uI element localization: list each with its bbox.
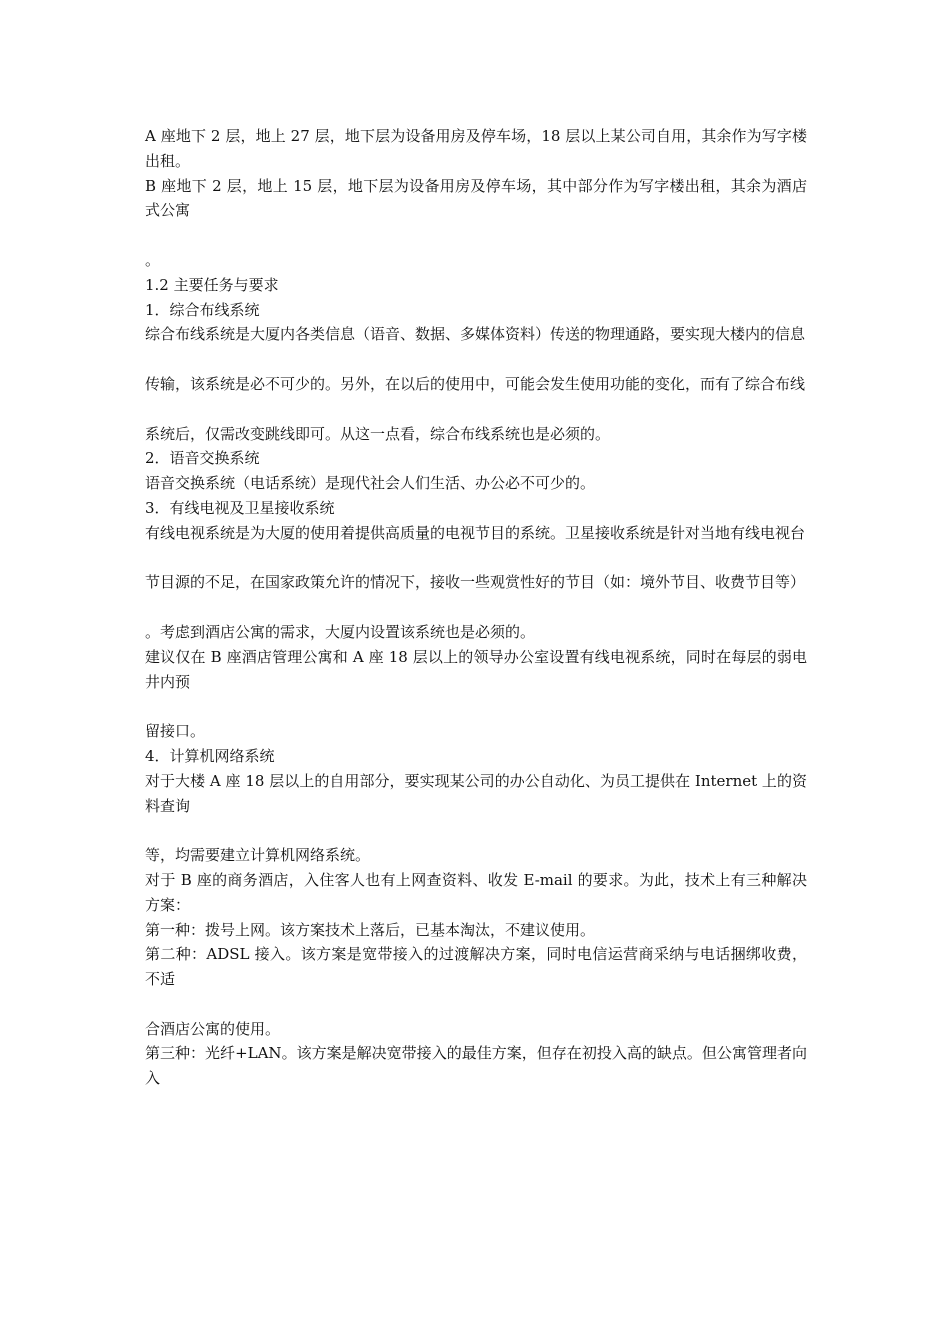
section-heading: 1.2 主要任务与要求	[145, 275, 279, 294]
paragraph: 。	[145, 250, 161, 269]
blank-line	[145, 347, 807, 372]
subsection-heading: 3．有线电视及卫星接收系统	[145, 498, 335, 517]
paragraph: 节目源的不足，在国家政策允许的情况下，接收一些观赏性好的节目（如：境外节目、收费节目等）	[145, 573, 806, 592]
blank-line	[145, 397, 807, 422]
paragraph: 有线电视系统是为大厦的使用着提供高质量的电视节目的系统。卫星接收系统是针对当地有线电视台	[145, 523, 806, 542]
paragraph: 建议仅在 B 座酒店管理公寓和 A 座 18 层以上的领导办公室设置有线电视系统，同时在每层的弱电井内预	[145, 647, 807, 691]
blank-line	[145, 546, 807, 571]
paragraph: 传输，该系统是必不可少的。另外，在以后的使用中，可能会发生使用功能的变化，而有了综合布线	[145, 374, 806, 393]
paragraph: A 座地下 2 层，地上 27 层，地下层为设备用房及停车场，18 层以上某公司自用，其余作为写字楼出租。	[145, 127, 807, 170]
subsection-heading: 2．语音交换系统	[145, 449, 260, 468]
paragraph: 第三种：光纤+LAN。该方案是解决宽带接入的最佳方案，但存在初投入高的缺点。但公寓管理者向入	[145, 1044, 807, 1088]
blank-line	[145, 818, 807, 843]
paragraph: B 座地下 2 层，地上 15 层，地下层为设备用房及停车场，其中部分作为写字楼出租，其余为酒店式公寓	[145, 176, 807, 220]
subsection-heading: 4．计算机网络系统	[145, 746, 275, 765]
paragraph: 第二种：ADSL 接入。该方案是宽带接入的过渡解决方案，同时电信运营商采纳与电话捆绑收费，不适	[145, 945, 807, 989]
paragraph: 综合布线系统是大厦内各类信息（语音、数据、多媒体资料）传送的物理通路，要实现大楼内的信息	[145, 325, 806, 344]
paragraph: 语音交换系统（电话系统）是现代社会人们生活、办公必不可少的。	[145, 474, 596, 493]
paragraph: 合酒店公寓的使用。	[145, 1019, 281, 1038]
document-body	[145, 124, 807, 1091]
paragraph: 等，均需要建立计算机网络系统。	[145, 846, 371, 865]
blank-line	[145, 223, 807, 248]
subsection-heading: 1．综合布线系统	[145, 300, 260, 319]
blank-line	[145, 595, 807, 620]
blank-line	[145, 694, 807, 719]
paragraph: 系统后，仅需改变跳线即可。从这一点看，综合布线系统也是必须的。	[145, 424, 611, 443]
paragraph: 留接口。	[145, 722, 206, 741]
blank-line	[145, 992, 807, 1017]
paragraph: 第一种：拨号上网。该方案技术上落后，已基本淘汰，不建议使用。	[145, 920, 596, 939]
paragraph: 对于 B 座的商务酒店，入住客人也有上网查资料、收发 E-mail 的要求。为此，技术上有三种解决方案：	[145, 870, 807, 914]
paragraph: 对于大楼 A 座 18 层以上的自用部分，要实现某公司的办公自动化、为员工提供在 Internet 上的资料查询	[145, 771, 807, 815]
paragraph: 。考虑到酒店公寓的需求，大厦内设置该系统也是必须的。	[145, 622, 536, 641]
